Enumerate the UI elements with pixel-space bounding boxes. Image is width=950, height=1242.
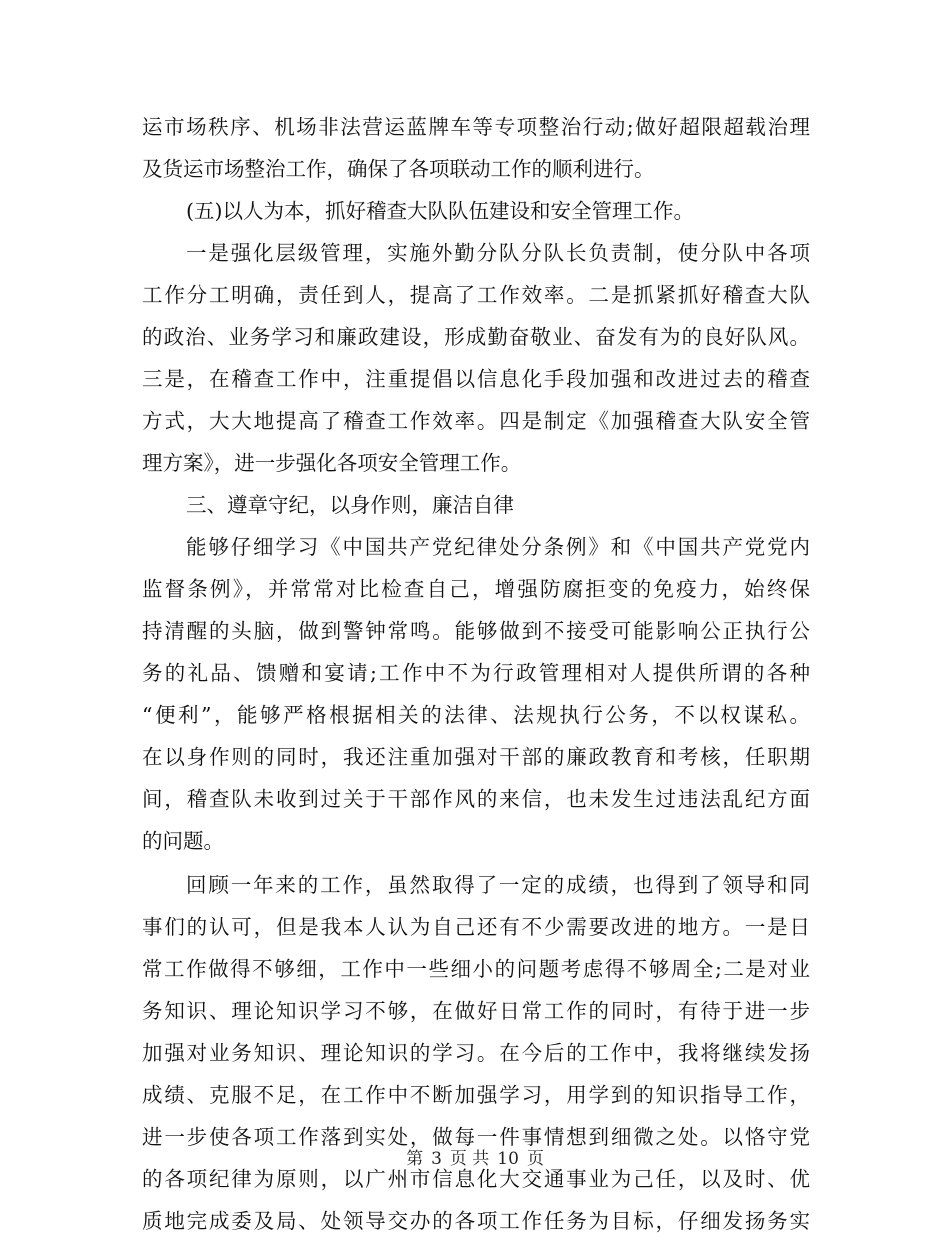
text-line: 能够仔细学习《中国共产党纪律处分条例》和《中国共产党党内 (186, 535, 810, 559)
text-line: 间，稽查队未收到过关于干部作风的来信，也未发生过违法乱纪方面 (142, 787, 810, 811)
current-page-number: 3 (431, 1149, 442, 1169)
paragraph-continuation-1 (142, 106, 810, 190)
section-heading-5 (142, 190, 810, 232)
text-line: 常工作做得不够细，工作中一些细小的问题考虑得不够周全;二是对业 (142, 957, 810, 981)
page-label-mid: 页 共 (449, 1149, 490, 1169)
paragraph-review (142, 864, 810, 1242)
text-line: 的政治、业务学习和廉政建设，形成勤奋敬业、奋发有为的良好队风。 (142, 325, 810, 349)
text-line: 务知识、理论知识学习不够，在做好日常工作的同时，有待于进一步 (142, 999, 810, 1023)
section-heading-3 (142, 484, 810, 526)
paragraph-discipline (142, 526, 810, 862)
text-line: 理方案》，进一步强化各项安全管理工作。 (142, 451, 522, 475)
text-line: 成绩、克服不足，在工作中不断加强学习，用学到的知识指导工作， (142, 1083, 810, 1107)
text-line: 运市场秩序、机场非法营运蓝牌车等专项整治行动;做好超限超载治理 (142, 115, 810, 139)
page-label-suffix: 页 (526, 1149, 544, 1169)
text-line: 三是，在稽查工作中，注重提倡以信息化手段加强和改进过去的稽查 (142, 367, 810, 391)
text-line: “便利”，能够严格根据相关的法律、法规执行公务，不以权谋私。 (142, 703, 810, 727)
text-line: 及货运市场整治工作，确保了各项联动工作的顺利进行。 (142, 157, 655, 181)
page-footer (0, 1147, 950, 1171)
document-body (142, 106, 810, 1242)
text-line: 质地完成委及局、处领导交办的各项工作任务为目标，仔细发扬务实 (142, 1209, 810, 1233)
paragraph-team-building (142, 232, 810, 484)
text-line: 的问题。 (142, 829, 224, 853)
page-label-prefix: 第 (406, 1149, 424, 1169)
text-line: 加强对业务知识、理论知识的学习。在今后的工作中，我将继续发扬 (142, 1041, 810, 1065)
text-line: 一是强化层级管理，实施外勤分队分队长负责制，使分队中各项 (186, 241, 810, 265)
text-line: 持清醒的头脑，做到警钟常鸣。能够做到不接受可能影响公正执行公 (142, 619, 810, 643)
text-line: 监督条例》，并常常对比检查自己，增强防腐拒变的免疫力，始终保 (142, 577, 810, 601)
text-line: 事们的认可，但是我本人认为自己还有不少需要改进的地方。一是日 (142, 915, 810, 939)
text-line: 回顾一年来的工作，虽然取得了一定的成绩，也得到了领导和同 (186, 873, 810, 897)
text-line: 方式，大大地提高了稽查工作效率。四是制定《加强稽查大队安全管 (142, 409, 810, 433)
text-line: (五)以人为本，抓好稽查大队队伍建设和安全管理工作。 (186, 199, 694, 223)
text-line: 进一步使各项工作落到实处，做每一件事情想到细微之处。以恪守党 (142, 1125, 810, 1149)
text-line: 务的礼品、馈赠和宴请;工作中不为行政管理相对人提供所谓的各种 (142, 661, 810, 685)
total-pages-number: 10 (497, 1149, 519, 1169)
text-line: 三、遵章守纪，以身作则，廉洁自律 (186, 493, 514, 517)
text-line: 在以身作则的同时，我还注重加强对干部的廉政教育和考核，任职期 (142, 745, 810, 769)
text-line: 工作分工明确，责任到人，提高了工作效率。二是抓紧抓好稽查大队 (142, 283, 810, 307)
text-line: 的各项纪律为原则，以广州市信息化大交通事业为己任，以及时、优 (142, 1167, 810, 1191)
